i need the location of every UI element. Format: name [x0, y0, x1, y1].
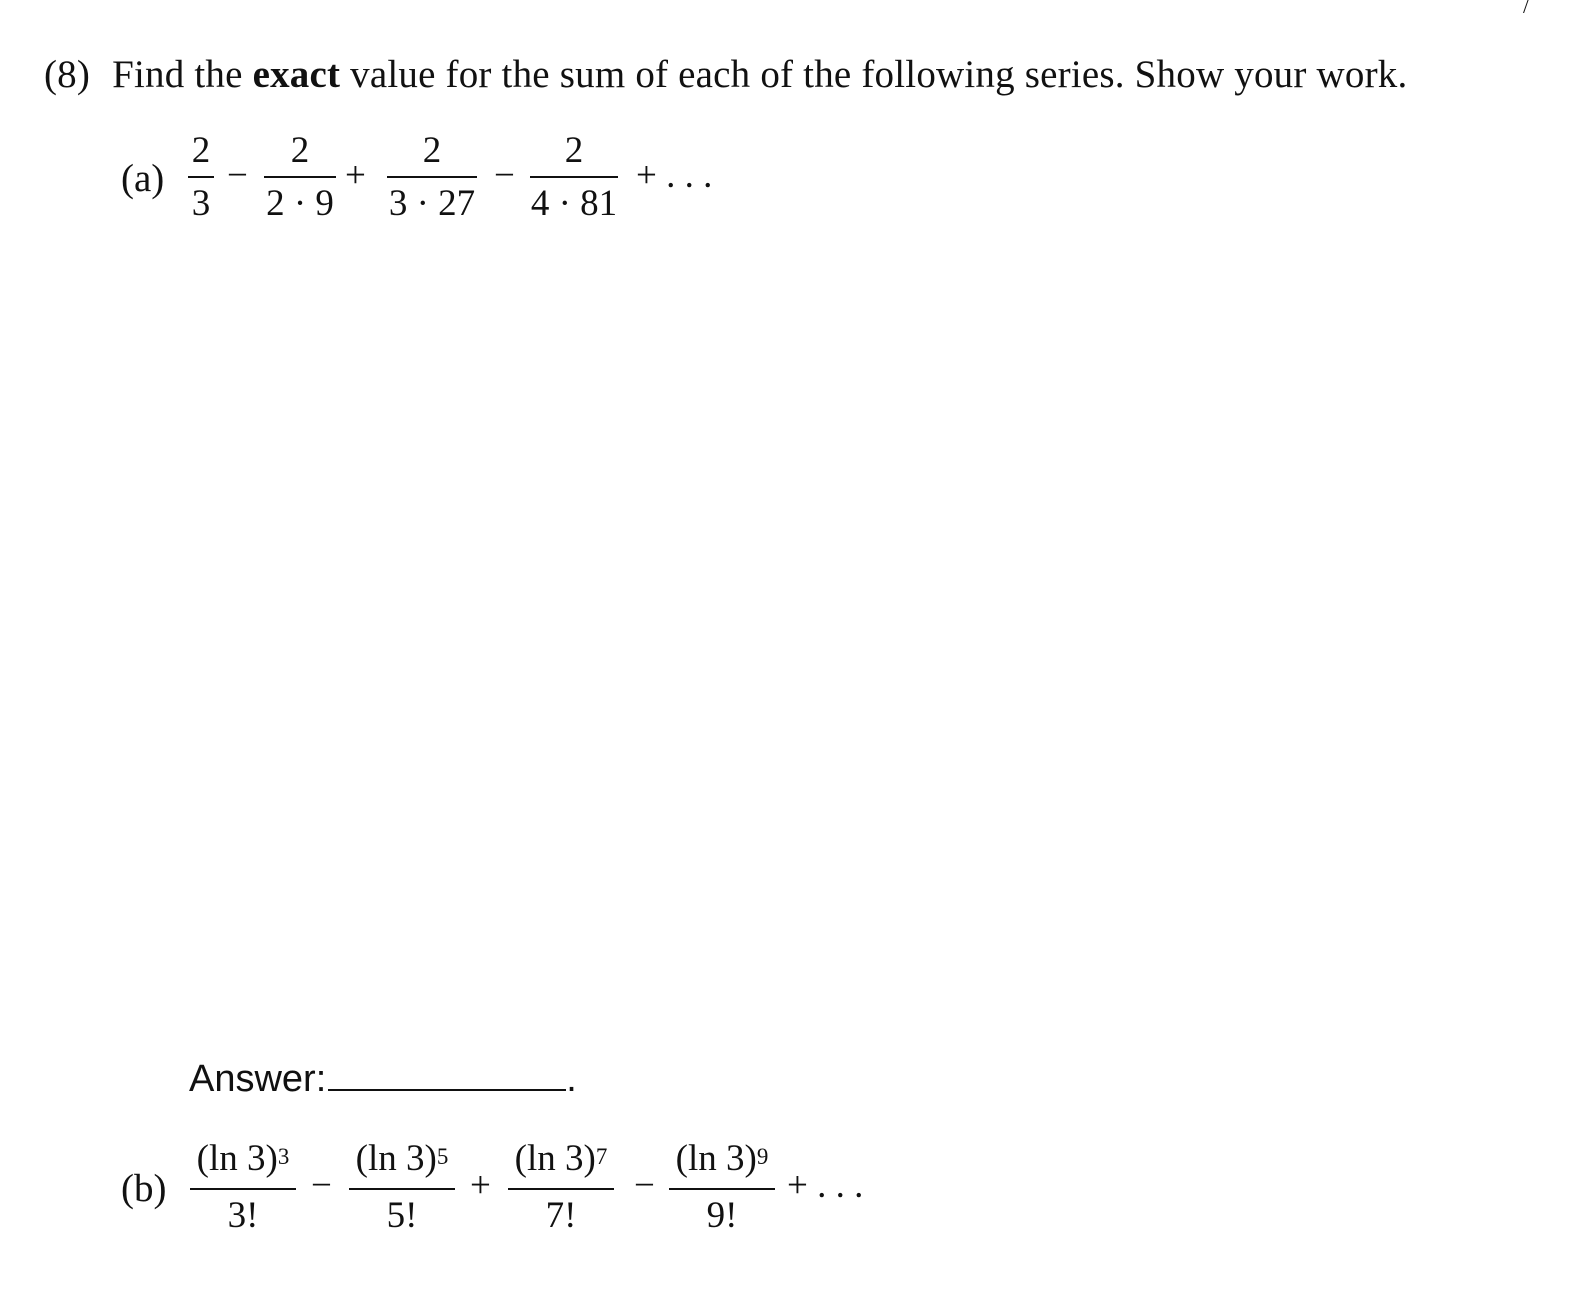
part-a-term-4-denominator: 4 · 81: [530, 183, 618, 224]
part-a-term-2-denominator: 2 · 9: [266, 183, 334, 224]
part-b-term-1-exponent: 3: [277, 1144, 290, 1169]
part-b-term-3-exponent: 7: [595, 1144, 608, 1169]
part-b-term-2: [349, 1138, 455, 1237]
part-b-term-1: [190, 1138, 296, 1237]
problem-text-after: value for the sum of each of the following series. Show your work.: [350, 53, 1408, 96]
part-a-term-1-numerator: 2: [191, 130, 211, 171]
answer-row: [189, 1057, 577, 1101]
part-b-term-3-base: (ln 3): [514, 1138, 596, 1179]
problem-text-before: Find the: [112, 53, 243, 96]
part-b-term-4-numerator: [669, 1138, 775, 1184]
part-b-operator-1: −: [311, 1165, 332, 1206]
answer-input[interactable]: [328, 1057, 566, 1091]
part-b-operator-4: + . . .: [787, 1165, 864, 1206]
part-a-operator-3: −: [494, 155, 515, 196]
part-b-term-1-numerator: [190, 1138, 296, 1184]
problem-heading: [44, 52, 1407, 98]
problem-emphasis: exact: [252, 53, 341, 96]
part-a-operator-2: +: [345, 155, 366, 196]
part-a-term-4: [530, 130, 618, 225]
problem-number: (8): [44, 53, 91, 96]
fraction-bar: [387, 176, 477, 178]
fraction-bar: [508, 1188, 614, 1190]
part-a-term-2: [264, 130, 336, 225]
fraction-bar: [530, 176, 618, 178]
part-b-operator-2: +: [470, 1165, 491, 1206]
part-b-term-4: [669, 1138, 775, 1237]
part-b-label: (b): [121, 1167, 167, 1210]
part-b-term-3: [508, 1138, 614, 1237]
part-b-term-1-denominator: 3!: [227, 1195, 259, 1236]
part-b-term-3-denominator: 7!: [545, 1195, 577, 1236]
part-a-term-3-denominator: 3 · 27: [388, 183, 476, 224]
part-a-operator-4: + . . .: [636, 155, 713, 196]
fraction-bar: [188, 176, 214, 178]
part-b-term-4-exponent: 9: [756, 1144, 769, 1169]
fraction-bar: [264, 176, 336, 178]
part-a-term-1-denominator: 3: [191, 183, 211, 224]
part-b-term-2-base: (ln 3): [355, 1138, 437, 1179]
part-a-term-3: [387, 130, 477, 225]
part-b-term-1-base: (ln 3): [196, 1138, 278, 1179]
fraction-bar: [190, 1188, 296, 1190]
fraction-bar: [349, 1188, 455, 1190]
part-b-operator-3: −: [634, 1165, 655, 1206]
part-a-term-1: [188, 130, 214, 225]
part-a-term-4-numerator: 2: [564, 130, 584, 171]
part-b-term-2-exponent: 5: [436, 1144, 449, 1169]
part-b-term-2-numerator: [349, 1138, 455, 1184]
part-a-term-3-numerator: 2: [422, 130, 442, 171]
part-b-term-2-denominator: 5!: [386, 1195, 418, 1236]
part-a-label: (a): [121, 157, 165, 200]
fraction-bar: [669, 1188, 775, 1190]
part-a-operator-1: −: [227, 155, 248, 196]
part-b-term-3-numerator: [508, 1138, 614, 1184]
part-a-term-2-numerator: 2: [290, 130, 310, 171]
answer-label: Answer:: [189, 1058, 327, 1100]
corner-mark: /: [1523, 0, 1530, 18]
part-b-term-4-denominator: 9!: [706, 1195, 738, 1236]
part-b-term-4-base: (ln 3): [675, 1138, 757, 1179]
answer-period: .: [566, 1058, 577, 1100]
